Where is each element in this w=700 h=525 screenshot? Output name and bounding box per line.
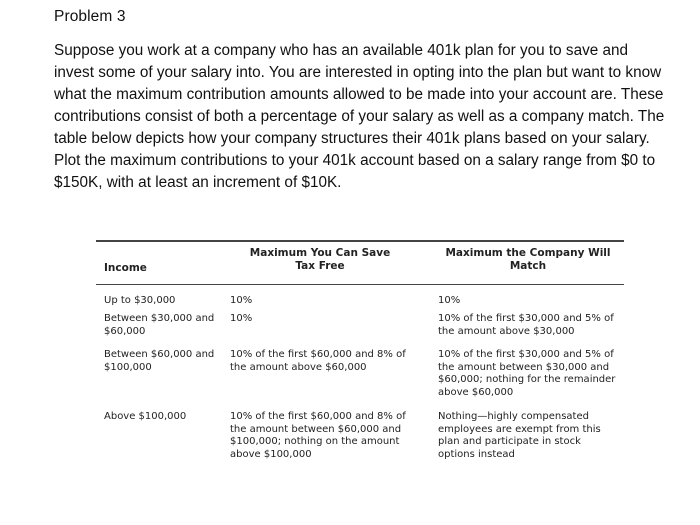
contribution-table <box>96 240 624 478</box>
table-header-rule <box>96 284 624 285</box>
row2-match: 10% of the first $30,000 and 5% of the amount above $30,000 <box>438 313 614 337</box>
row1-save: 10% <box>230 295 253 306</box>
header-max-save: Maximum You Can Save Tax Free <box>249 247 391 272</box>
row3-income: Between $60,000 and $100,000 <box>104 349 215 373</box>
header-company-match: Maximum the Company Will Match <box>445 247 611 272</box>
table-top-rule <box>96 240 624 242</box>
row4-income: Above $100,000 <box>104 411 187 422</box>
row2-income: Between $30,000 and $60,000 <box>104 313 215 337</box>
problem-text: Suppose you work at a company who has an available 401k plan for you to save and invest some of your salary into. You are interested in opting into the plan but want to know what the maximum contribution amounts allowed to be made into your account are. These contributions consist of both a percentage of your salary as well as a company match. The table below depicts how your company structures their 401k plans based on your salary. Plot the maximum contributions to your 401k account based on a salary range from $0 to $150K, with at least an increment of $10K. <box>54 42 665 191</box>
row3-save: 10% of the first $60,000 and 8% of the amount above $60,000 <box>230 349 406 373</box>
row1-income: Up to $30,000 <box>104 295 176 306</box>
row2-save: 10% <box>230 313 253 324</box>
header-income: Income <box>104 262 147 274</box>
row3-match: 10% of the first $30,000 and 5% of the amount between $30,000 and $60,000; nothing for the remainder above $60,000 <box>438 349 616 398</box>
row4-save: 10% of the first $60,000 and 8% of the amount between $60,000 and $100,000; nothing on the amount above $100,000 <box>230 411 406 460</box>
problem-title: Problem 3 <box>54 8 126 25</box>
row4-match: Nothing—highly compensated employees are exempt from this plan and participate in stock options instead <box>438 411 601 460</box>
row1-match: 10% <box>438 295 461 306</box>
